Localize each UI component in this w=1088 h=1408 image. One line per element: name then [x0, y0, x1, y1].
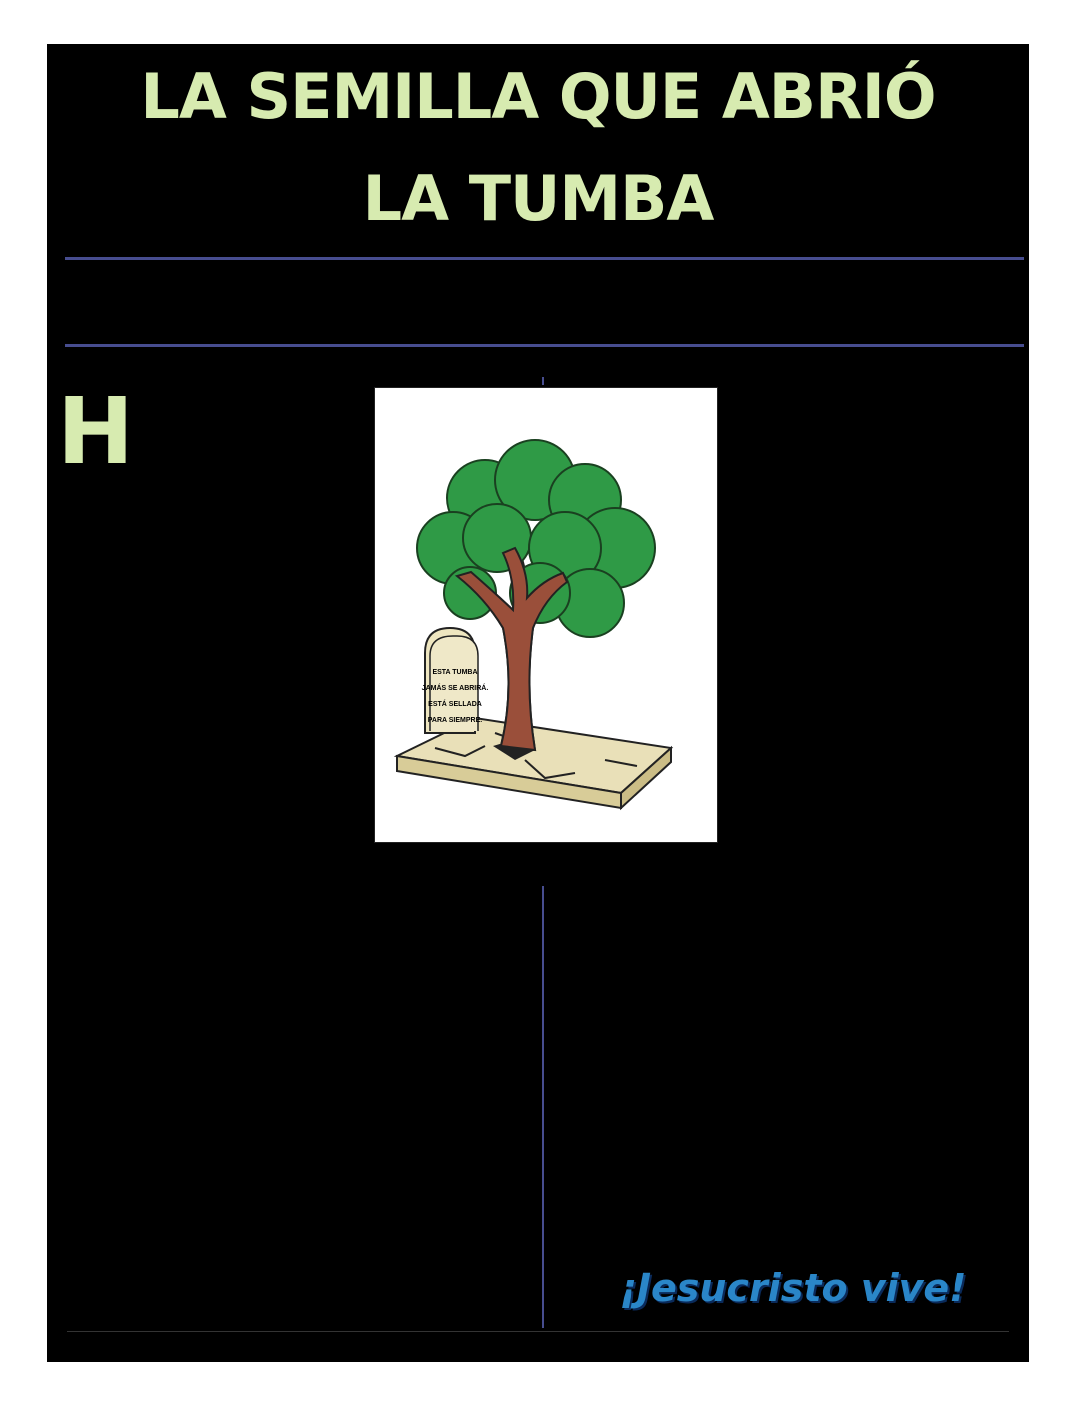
paragraph: Pero nadie podía impedir que Dios abriera la tumba. Hubo un gran terremoto; un ángel del Señor bajó del cielo y removió la piedra. ¡Jesús resucitó! ¡La tumba está vacía!	[736, 764, 1011, 888]
right-column-text	[736, 446, 1022, 895]
paragraph: Una semillita germinó debajo de las piedras y la placa de granito. Poco a poco su tallo delicado se abrió camino entre las piedras y el granito y salió a la luz. Las barras de hierro se soltaron y las piedras se desprendieron.	[57, 1068, 505, 1171]
tombstone-line4: PARA SIEMPRE.	[427, 717, 483, 724]
intro-line: había una condesa que	[132, 401, 331, 423]
footer: «La Perlita» con Tía Margarita 268 4/2015 | Semana Santa • misperlitas.wordpress.com | ©2015 hermanamargarita.com	[257, 1340, 819, 1351]
inscription	[69, 937, 509, 985]
paragraph: Murió la condesa y siguieron sus instrucciones al pie de la letra. Cerraron su tumba con piedras, las unieron con barras y ganchos de hierro, y cubrieron todo con una placa de granito. En la placa pusieron la siguiente inscripción:	[57, 680, 354, 825]
paragraph: Tú puedes ser como la semilla que abrió la tum-ba de la condesa. Hay muchas personas con co-razón duro. No creen en Dios; no creen en Jesús. Con mucho amor puedes hablarles del Señor y lo que Él ha hecho por ti. La semilla de las palabras que siembres germinará. Será un poderoso men-saje de salvación.	[564, 947, 1009, 1091]
divider-bottom	[65, 344, 1024, 347]
inscription-line2: ESTÁ SELLADA PARA SIEMPRE.	[69, 963, 336, 982]
footer-rule	[67, 1331, 1009, 1332]
paragraph: Si aún no has entregado tu vida a Cristo, hazlo ahora. Jesús vive y quiere vivir en tu corazón. Recibe a Jesús como tu Señor y Salvador. No hay nada mejor que servir a Cristo.	[564, 1141, 1024, 1224]
inscription-line1: ESTA TUMBA JAMÁS SE ABRIRÁ.	[69, 939, 345, 958]
intro-lines	[132, 382, 362, 485]
quote-line2: ¡ha resucitado!»	[397, 300, 545, 321]
give-heading: ENTREGA TU VIDA A CRISTO	[564, 1118, 803, 1137]
intro-line: pués de la muerte.	[132, 463, 290, 484]
quote-line1: «¿Por qué buscan ustedes entre los muertos al que vive? No está aquí;	[214, 272, 860, 293]
page-title-line1: LA SEMILLA QUE ABRIÓ	[140, 60, 936, 133]
tombstone-line3: ESTÁ SELLADA	[428, 701, 482, 708]
divider-top	[65, 257, 1024, 260]
quote-reference: Lucas 24:5,6 NVI	[549, 303, 677, 320]
left-bottom-text	[57, 1022, 517, 1286]
paragraph: Antes de su muerte ella dejó instrucciones acerca de su entierro y su tumba. Después de enterrarla debían cerrar la tumba con grandes piedras. Esas piedras debían mantener-se unidas con barras y ganchos de hierro. Una placa de granito cubriría todo.	[57, 510, 352, 675]
intro-line: ace más de cien años	[132, 381, 317, 402]
paragraph: ¿Qué piensas? ¿Crees que la tumba sigue se-llada? No, ¡esa tumba está abierta!	[57, 1021, 469, 1063]
tree-tomb-illustration	[374, 387, 718, 843]
column-rule-top	[542, 377, 544, 385]
column-rule	[542, 886, 544, 1328]
column-1-text	[57, 485, 357, 831]
tombstone-line2: JAMÁS SE ABRIRÁ.	[421, 685, 489, 692]
intro-rest: Tampoco creía en la resurrec-ción.	[57, 484, 350, 505]
drop-cap: H	[57, 378, 134, 485]
seed-section	[564, 924, 1026, 1098]
seed-heading: UNA SEMILLA DE AMOR	[564, 924, 764, 943]
scripture-quote	[67, 269, 1007, 326]
page-panel	[47, 44, 1029, 1362]
paragraph: Hoy, un frondoso árbol mantiene abierta esa tumba. La gente que pasa por allí mira con sor-presa la placa que dice que esa tumba jamás se abrirá. Una semillita hizo lo que la condesa pensa-ba que era imposible: ¡abrió la tumba!	[57, 1176, 515, 1280]
tombstone-line1: ESTA TUMBA	[432, 669, 478, 676]
subheading-empty-tomb: La tumba vacía	[820, 384, 972, 407]
paragraph: Los soldados debían vigilar que nadie robara el cuerpo de Jesús. Los enemigos de Jesús sabían que Él había dicho que resucitaría. Por eso pusieron soldados a cuidar el sepulcro.	[736, 635, 1022, 759]
page-title-line2: LA TUMBA	[362, 162, 714, 235]
tree-tomb-drawing	[375, 388, 717, 842]
intro-line: no creía en Dios. No	[132, 422, 306, 443]
give-section	[564, 1118, 1026, 1230]
intro-line: creía en la vida des-	[132, 442, 304, 464]
closing-title: ¡Jesucristo vive!	[619, 1266, 967, 1310]
paragraph: Hubo otra tumba que sellaron con una gran piedra y que se abrió. Fue la tumba de Jesús. Cuando Él murió y fue sepul-tado, rodaron una gran piedra a la entrada de la tumba y pusieron soldados para vigilar-la. ¡Imagínate! ¡Soldados que vigilaban a un muerto!	[736, 445, 1019, 630]
